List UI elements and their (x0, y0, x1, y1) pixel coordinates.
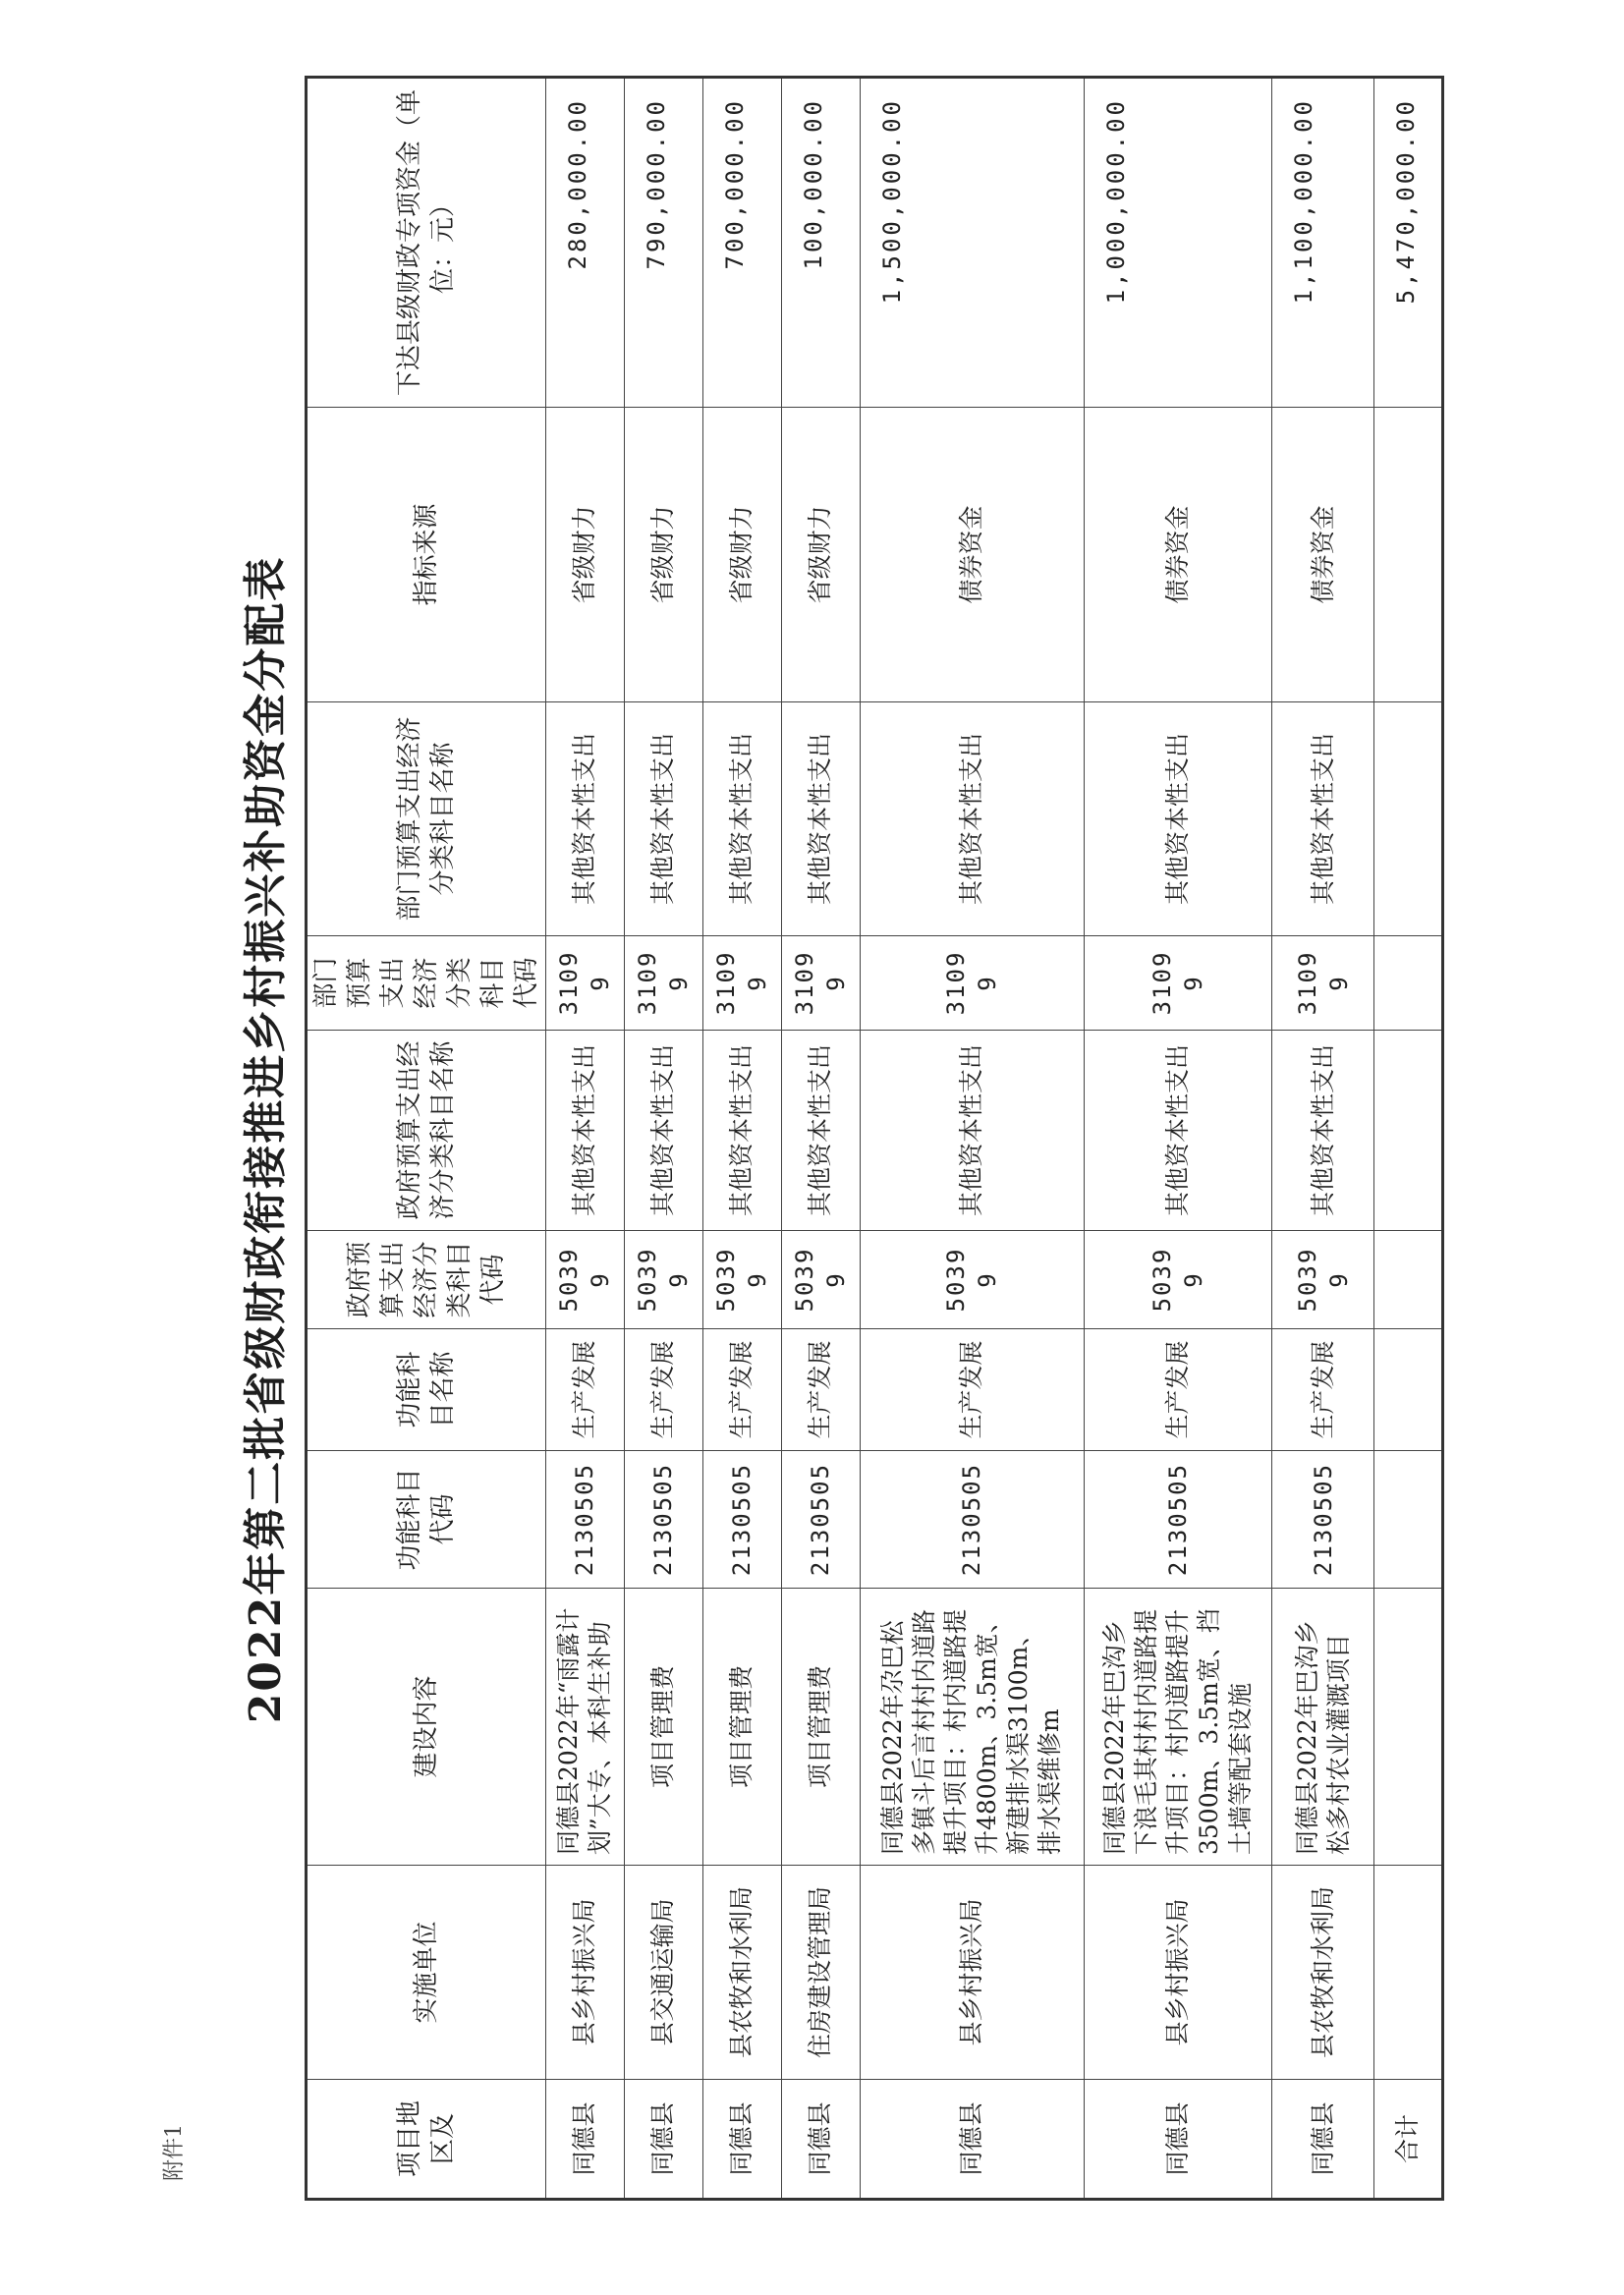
cell-region: 同德县 (1085, 2080, 1272, 2200)
header-amount: 下达县级财政专项资金（单位：元） (307, 78, 546, 408)
cell-func-name: 生产发展 (860, 1329, 1084, 1451)
cell-dept-name: 其他资本性支出 (860, 702, 1084, 936)
cell-gov-code: 50399 (702, 1231, 781, 1329)
total-label: 合计 (1374, 2080, 1443, 2200)
cell-func-name: 生产发展 (546, 1329, 625, 1451)
cell-func-code: 2130505 (546, 1451, 625, 1589)
cell-content: 项目管理费 (624, 1589, 702, 1866)
total-row (1374, 78, 1443, 2200)
header-content: 建设内容 (307, 1589, 546, 1866)
table-row (860, 78, 1084, 2200)
document-title: 2022年第二批省级财政衔接推进乡村振兴补助资金分配表 (241, 555, 291, 1724)
header-unit: 实施单位 (307, 1866, 546, 2080)
total-empty-cell (1374, 702, 1443, 936)
cell-func-name: 生产发展 (1085, 1329, 1272, 1451)
cell-unit: 县乡村振兴局 (1085, 1866, 1272, 2080)
cell-dept-name: 其他资本性支出 (546, 702, 625, 936)
cell-gov-name: 其他资本性支出 (781, 1031, 860, 1231)
cell-dept-code: 31099 (624, 936, 702, 1031)
table-row (781, 78, 860, 2200)
cell-unit: 住房建设管理局 (781, 1866, 860, 2080)
cell-region: 同德县 (546, 2080, 625, 2200)
cell-amount: 280,000.00 (546, 78, 625, 408)
cell-func-code: 2130505 (624, 1451, 702, 1589)
total-empty-cell (1374, 408, 1443, 702)
cell-content: 项目管理费 (781, 1589, 860, 1866)
header-source: 指标来源 (307, 408, 546, 702)
cell-gov-code: 50399 (1085, 1231, 1272, 1329)
cell-dept-name: 其他资本性支出 (624, 702, 702, 936)
table-row (1085, 78, 1272, 2200)
cell-func-code: 2130505 (1085, 1451, 1272, 1589)
cell-source: 债券资金 (860, 408, 1084, 702)
attachment-label: 附件1 (162, 2124, 187, 2181)
cell-unit: 县农牧和水利局 (1272, 1866, 1374, 2080)
total-empty-cell (1374, 1231, 1443, 1329)
cell-region: 同德县 (1272, 2080, 1374, 2200)
cell-dept-name: 其他资本性支出 (1272, 702, 1374, 936)
cell-func-code: 2130505 (702, 1451, 781, 1589)
table-row (702, 78, 781, 2200)
cell-unit: 县乡村振兴局 (546, 1866, 625, 2080)
cell-region: 同德县 (702, 2080, 781, 2200)
cell-gov-code: 50399 (1272, 1231, 1374, 1329)
cell-source: 省级财力 (702, 408, 781, 702)
header-gov-code: 政府预算支出经济分类科目代码 (307, 1231, 546, 1329)
cell-func-code: 2130505 (1272, 1451, 1374, 1589)
cell-gov-name: 其他资本性支出 (860, 1031, 1084, 1231)
cell-amount: 790,000.00 (624, 78, 702, 408)
cell-func-code: 2130505 (860, 1451, 1084, 1589)
table-header-row (307, 78, 546, 2200)
cell-content: 同德县2022年巴沟乡松多村农业灌溉项目 (1272, 1589, 1374, 1866)
cell-dept-code: 31099 (546, 936, 625, 1031)
total-empty-cell (1374, 1451, 1443, 1589)
cell-gov-code: 50399 (546, 1231, 625, 1329)
cell-gov-name: 其他资本性支出 (702, 1031, 781, 1231)
cell-func-name: 生产发展 (624, 1329, 702, 1451)
cell-gov-code: 50399 (860, 1231, 1084, 1329)
cell-amount: 1,500,000.00 (860, 78, 1084, 408)
header-dept-name: 部门预算支出经济分类科目名称 (307, 702, 546, 936)
table-row (1272, 78, 1374, 2200)
cell-func-name: 生产发展 (781, 1329, 860, 1451)
cell-source: 债券资金 (1272, 408, 1374, 702)
table-row (624, 78, 702, 2200)
cell-content: 项目管理费 (702, 1589, 781, 1866)
total-empty-cell (1374, 1031, 1443, 1231)
total-empty-cell (1374, 1589, 1443, 1866)
header-func-name: 功能科目名称 (307, 1329, 546, 1451)
cell-dept-code: 31099 (1085, 936, 1272, 1031)
cell-dept-code: 31099 (781, 936, 860, 1031)
cell-amount: 100,000.00 (781, 78, 860, 408)
cell-source: 省级财力 (546, 408, 625, 702)
cell-dept-name: 其他资本性支出 (1085, 702, 1272, 936)
cell-amount: 1,000,000.00 (1085, 78, 1272, 408)
total-empty-cell (1374, 1329, 1443, 1451)
cell-amount: 700,000.00 (702, 78, 781, 408)
cell-gov-code: 50399 (624, 1231, 702, 1329)
cell-gov-name: 其他资本性支出 (546, 1031, 625, 1231)
cell-dept-code: 31099 (860, 936, 1084, 1031)
total-amount: 5,470,000.00 (1374, 78, 1443, 408)
rotated-document (228, 79, 1456, 2201)
cell-gov-code: 50399 (781, 1231, 860, 1329)
total-empty-cell (1374, 936, 1443, 1031)
cell-source: 债券资金 (1085, 408, 1272, 702)
cell-func-name: 生产发展 (702, 1329, 781, 1451)
header-func-code: 功能科目代码 (307, 1451, 546, 1589)
cell-gov-name: 其他资本性支出 (1085, 1031, 1272, 1231)
cell-gov-name: 其他资本性支出 (624, 1031, 702, 1231)
cell-dept-code: 31099 (1272, 936, 1374, 1031)
cell-dept-name: 其他资本性支出 (702, 702, 781, 936)
total-empty-cell (1374, 1866, 1443, 2080)
cell-func-name: 生产发展 (1272, 1329, 1374, 1451)
cell-content: 同德县2022年“雨露计划”大专、本科生补助 (546, 1589, 625, 1866)
cell-gov-name: 其他资本性支出 (1272, 1031, 1374, 1231)
cell-amount: 1,100,000.00 (1272, 78, 1374, 408)
header-gov-name: 政府预算支出经济分类科目名称 (307, 1031, 546, 1231)
cell-unit: 县农牧和水利局 (702, 1866, 781, 2080)
header-dept-code: 部门预算支出经济分类科目代码 (307, 936, 546, 1031)
cell-dept-name: 其他资本性支出 (781, 702, 860, 936)
allocation-table (305, 76, 1444, 2201)
cell-unit: 县乡村振兴局 (860, 1866, 1084, 2080)
cell-region: 同德县 (781, 2080, 860, 2200)
table-row (546, 78, 625, 2200)
header-region: 项目地区及 (307, 2080, 546, 2200)
cell-unit: 县交通运输局 (624, 1866, 702, 2080)
cell-func-code: 2130505 (781, 1451, 860, 1589)
cell-region: 同德县 (860, 2080, 1084, 2200)
cell-dept-code: 31099 (702, 936, 781, 1031)
cell-source: 省级财力 (781, 408, 860, 702)
cell-source: 省级财力 (624, 408, 702, 702)
cell-content: 同德县2022年巴沟乡下浪毛其村村内道路提升项目：村内道路提升3500m、3.5m宽、挡土墙等配套设施 (1085, 1589, 1272, 1866)
cell-region: 同德县 (624, 2080, 702, 2200)
cell-content: 同德县2022年尕巴松多镇斗后言村村内道路提升项目：村内道路提升4800m、3.5m宽、新建排水渠3100m、排水渠维修m (860, 1589, 1084, 1866)
